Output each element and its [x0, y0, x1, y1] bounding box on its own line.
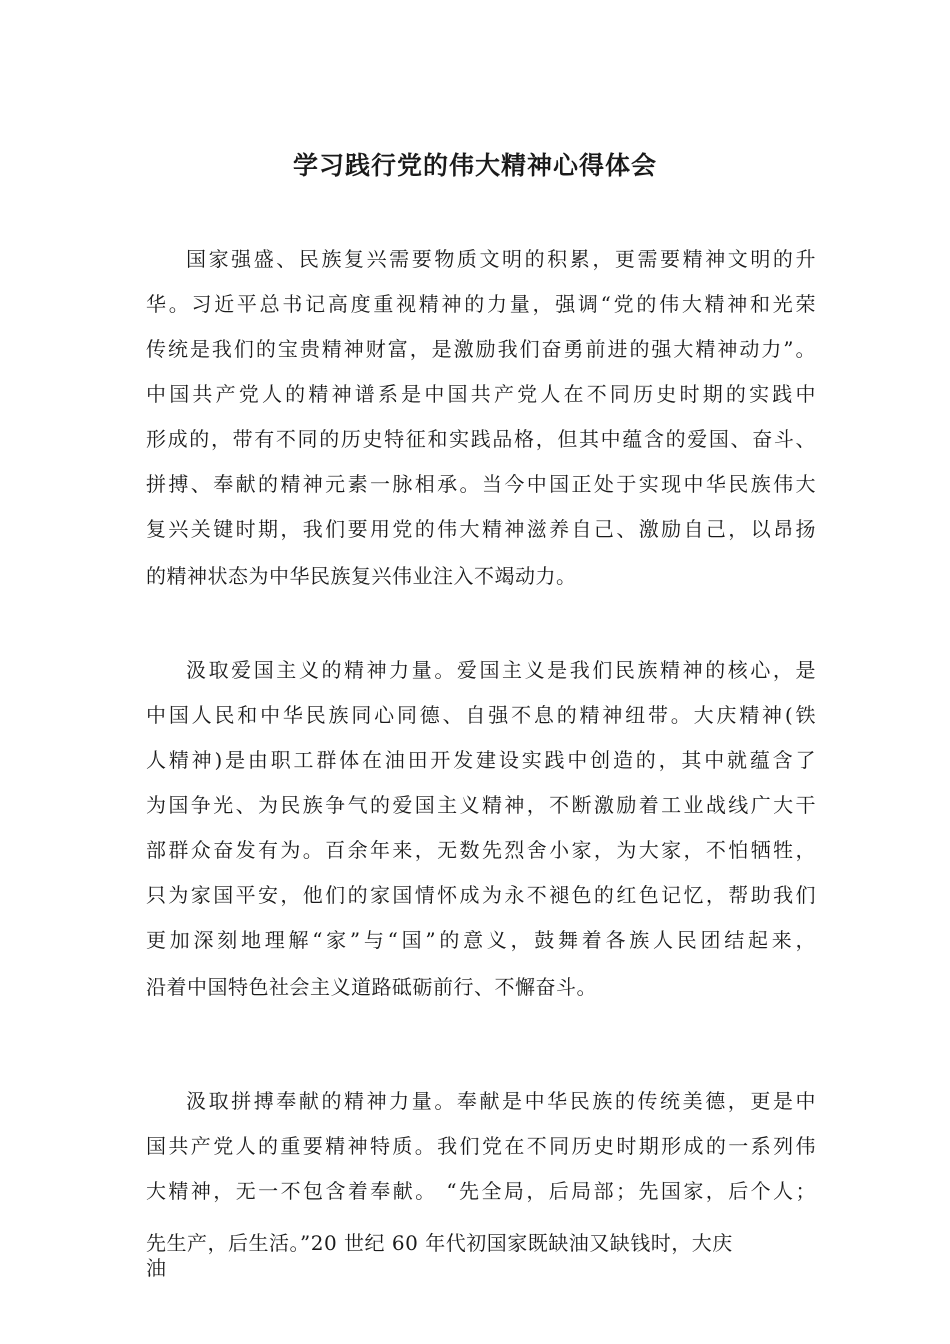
- paragraph-2-line-5: 部群众奋发有为。百余年来，无数先烈舍小家，为大家，不怕牺牲，: [146, 838, 816, 862]
- paragraph-2-line-3: 人精神)是由职工群体在油田开发建设实践中创造的，其中就蕴含了: [146, 748, 816, 772]
- paragraph-1-line-6: 拼搏、奉献的精神元素一脉相承。当今中国正处于实现中华民族伟大: [146, 472, 816, 496]
- paragraph-2-line-2: 中国人民和中华民族同心同德、自强不息的精神纽带。大庆精神(铁: [146, 703, 816, 727]
- paragraph-1-line-8: 的精神状态为中华民族复兴伟业注入不竭动力。: [146, 564, 577, 588]
- paragraph-1-line-3: 传统是我们的宝贵精神财富，是激励我们奋勇前进的强大精神动力”。: [146, 337, 816, 361]
- paragraph-3-line-4: 先生产，后生活。”20 世纪 60 年代初国家既缺油又缺钱时，大庆: [146, 1231, 733, 1255]
- paragraph-2-line-1: 汲取爱国主义的精神力量。爱国主义是我们民族精神的核心，是: [186, 658, 816, 682]
- paragraph-2-line-4: 为国争光、为民族争气的爱国主义精神，不断激励着工业战线广大干: [146, 793, 816, 817]
- paragraph-2-line-6: 只为家国平安，他们的家国情怀成为永不褪色的红色记忆，帮助我们: [146, 883, 816, 907]
- paragraph-3-line-5: 油: [146, 1256, 167, 1280]
- paragraph-1-line-2: 华。习近平总书记高度重视精神的力量，强调“党的伟大精神和光荣: [146, 292, 816, 316]
- paragraph-3-line-1: 汲取拼搏奉献的精神力量。奉献是中华民族的传统美德，更是中: [186, 1089, 816, 1113]
- paragraph-2-line-7: 更加深刻地理解“家”与“国”的意义，鼓舞着各族人民团结起来，: [146, 928, 816, 952]
- paragraph-3-line-2: 国共产党人的重要精神特质。我们党在不同历史时期形成的一系列伟: [146, 1134, 816, 1158]
- document-title: 学习践行党的伟大精神心得体会: [292, 151, 657, 180]
- paragraph-1-line-1: 国家强盛、民族复兴需要物质文明的积累，更需要精神文明的升: [186, 247, 816, 271]
- paragraph-1-line-4: 中国共产党人的精神谱系是中国共产党人在不同历史时期的实践中: [146, 382, 816, 406]
- paragraph-1-line-5: 形成的，带有不同的历史特征和实践品格，但其中蕴含的爱国、奋斗、: [146, 427, 816, 451]
- paragraph-3-line-3: 大精神，无一不包含着奉献。 “先全局，后局部；先国家，后个人；: [146, 1179, 816, 1203]
- paragraph-2-line-8: 沿着中国特色社会主义道路砥砺前行、不懈奋斗。: [146, 975, 597, 999]
- paragraph-1-line-7: 复兴关键时期，我们要用党的伟大精神滋养自己、激励自己，以昂扬: [146, 517, 816, 541]
